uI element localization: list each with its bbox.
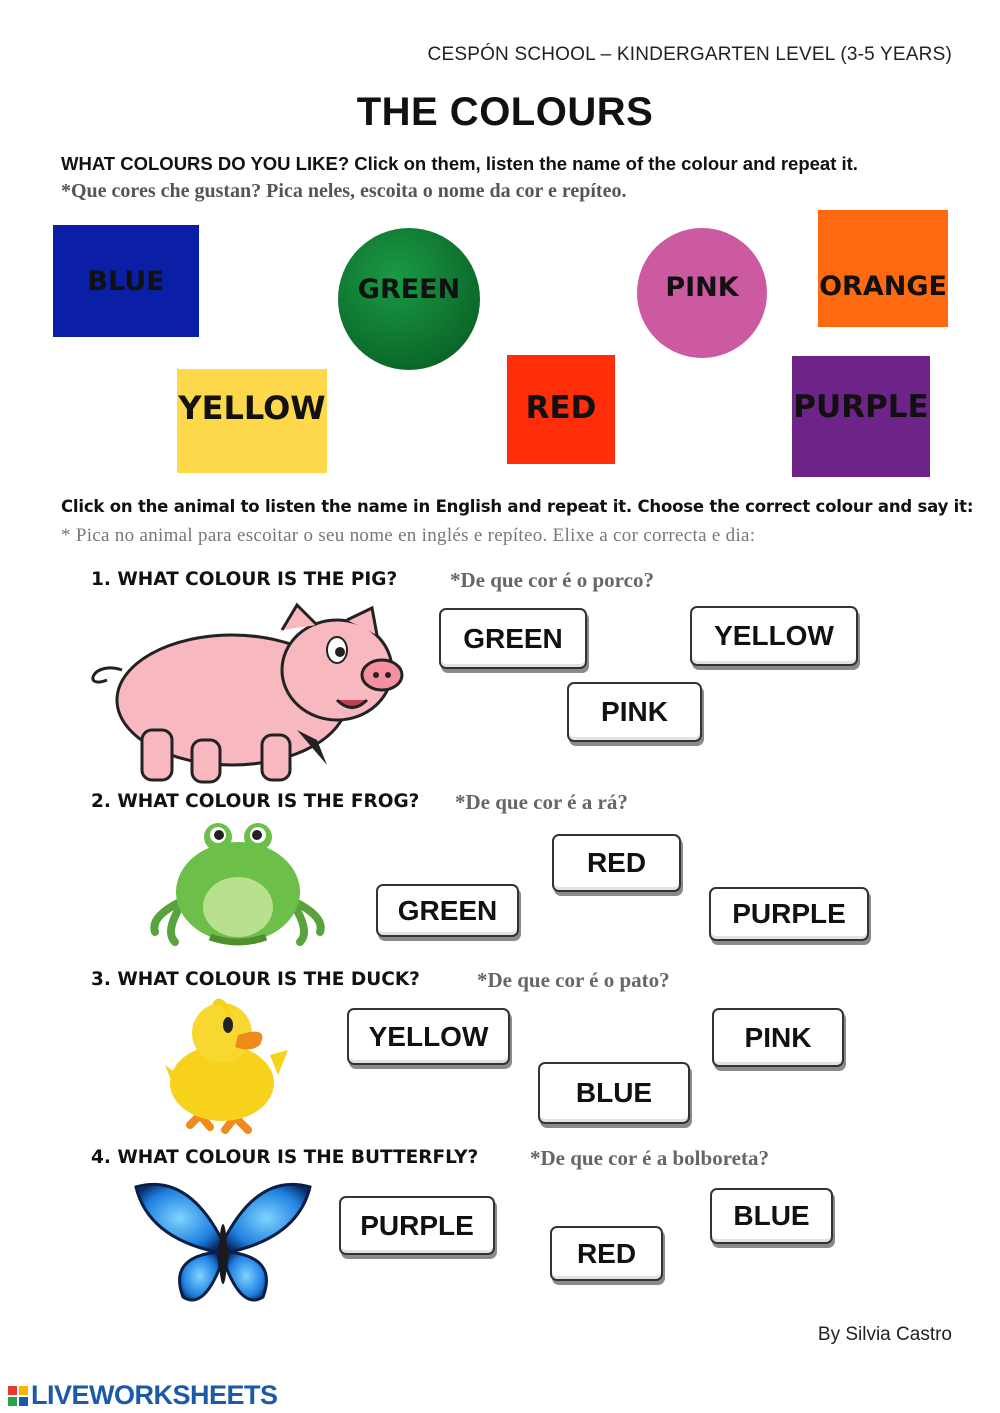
swatch-blue-label: BLUE [87,265,165,297]
logo-grid-icon [8,1386,28,1406]
swatch-green[interactable] [338,228,480,370]
swatch-red[interactable] [507,355,615,464]
question-frog-gloss: *De que cor é a rá? [455,790,628,814]
pig-option-green[interactable]: GREEN [439,608,587,669]
question-pig: 1. WHAT COLOUR IS THE PIG? [91,569,398,590]
frog-option-red[interactable]: RED [552,834,681,892]
question-duck: 3. WHAT COLOUR IS THE DUCK? [91,969,420,990]
duck-option-pink[interactable]: PINK [712,1008,844,1067]
swatch-green-label: GREEN [357,273,461,305]
liveworksheets-logo[interactable] [8,1380,278,1411]
swatch-blue[interactable] [53,225,199,337]
swatch-red-label: RED [525,389,597,426]
swatch-orange-label: ORANGE [819,271,947,302]
logo-text: LIVEWORKSHEETS [31,1380,278,1410]
instruction-animals-en: Click on the animal to listen the name in English and repeat it. Choose the correct colour and say it: [61,497,974,516]
frog-option-green[interactable]: GREEN [376,884,519,937]
question-butterfly-gloss: *De que cor é a bolboreta? [530,1146,769,1170]
duck-option-blue[interactable]: BLUE [538,1062,690,1124]
instruction-colours-en: WHAT COLOURS DO YOU LIKE? Click on them, listen the name of the colour and repeat it. [61,153,858,174]
butterfly-icon[interactable] [128,1182,318,1314]
question-butterfly: 4. WHAT COLOUR IS THE BUTTERFLY? [91,1147,479,1168]
swatch-purple-label: PURPLE [793,388,929,425]
page-title: THE COLOURS [356,90,654,134]
author-credit: By Silvia Castro [817,1324,952,1345]
question-pig-gloss: *De que cor é o porco? [450,568,654,592]
pig-option-pink[interactable]: PINK [567,682,702,742]
question-duck-gloss: *De que cor é o pato? [477,968,670,992]
duck-icon[interactable] [160,995,290,1140]
pig-option-yellow[interactable]: YELLOW [690,606,858,666]
swatch-purple[interactable] [792,356,930,477]
duck-option-yellow[interactable]: YELLOW [347,1008,510,1065]
swatch-yellow-label: YELLOW [178,389,326,427]
frog-option-purple[interactable]: PURPLE [709,887,869,941]
school-header: CESPÓN SCHOOL – KINDERGARTEN LEVEL (3-5 YEARS) [427,44,952,65]
pig-icon[interactable] [82,600,407,785]
frog-icon[interactable] [150,822,325,950]
swatch-pink-label: PINK [665,271,739,303]
instruction-colours-gl: *Que cores che gustan? Pica neles, escoita o nome da cor e repíteo. [61,180,627,202]
question-frog: 2. WHAT COLOUR IS THE FROG? [91,791,420,812]
instruction-animals-gl: * Pica no animal para escoitar o seu nome en inglés e repíteo. Elixe a cor correcta e dia: [61,525,756,546]
swatch-yellow[interactable] [177,369,327,473]
butterfly-option-purple[interactable]: PURPLE [339,1196,495,1255]
swatch-pink[interactable] [637,228,767,358]
butterfly-option-blue[interactable]: BLUE [710,1188,833,1244]
butterfly-option-red[interactable]: RED [550,1226,663,1281]
swatch-orange[interactable] [818,210,948,327]
